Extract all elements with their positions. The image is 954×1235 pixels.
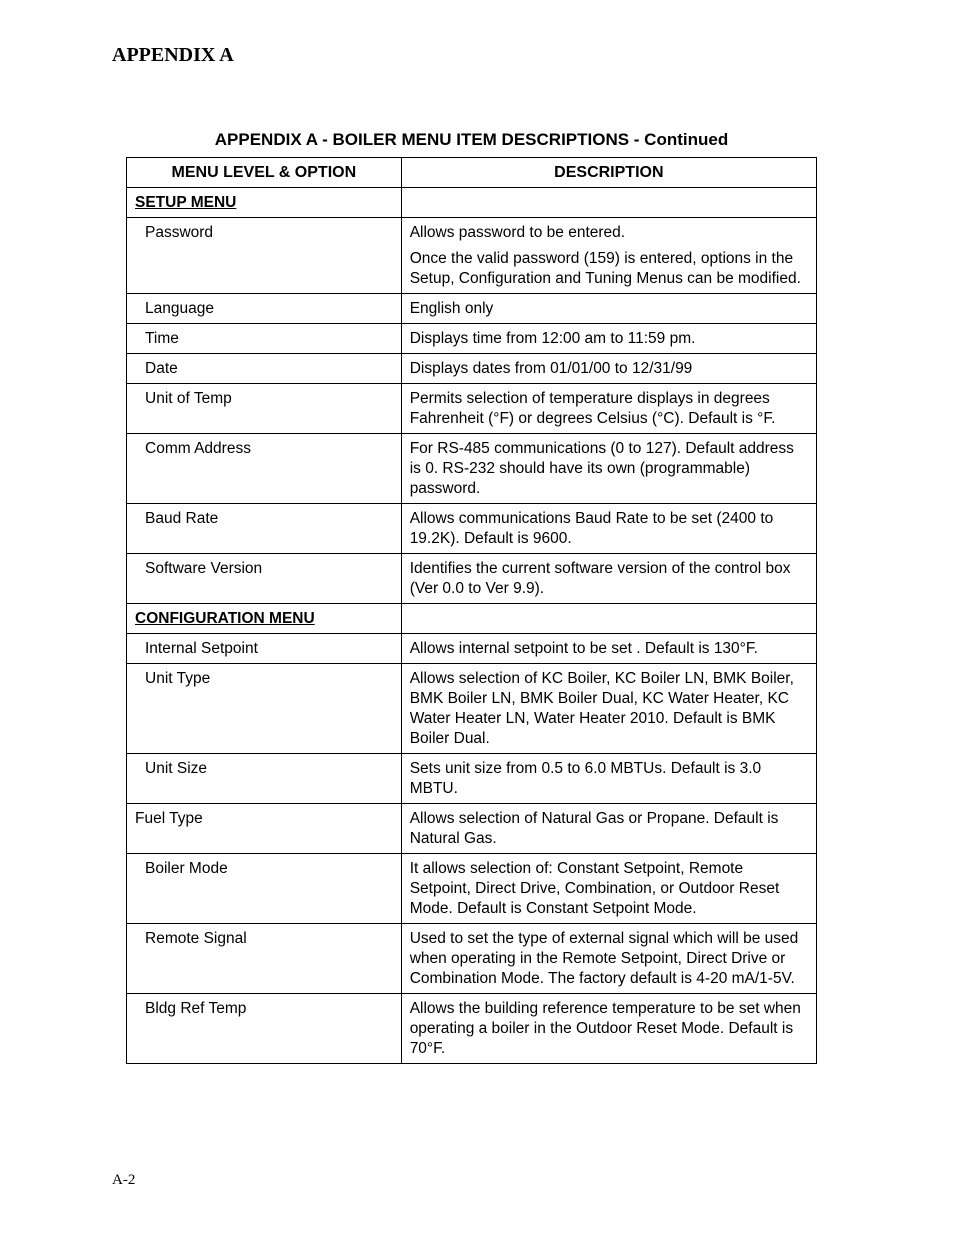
section-row-configuration — [127, 604, 817, 634]
menu-option: Language — [127, 294, 402, 324]
table-title: APPENDIX A - BOILER MENU ITEM DESCRIPTIONS - Continued — [214, 130, 729, 149]
section-title: SETUP MENU — [127, 188, 402, 218]
option-description — [401, 854, 816, 924]
menu-option: Unit Type — [127, 664, 402, 754]
option-description — [401, 664, 816, 754]
option-description — [401, 434, 816, 504]
section-title: CONFIGURATION MENU — [127, 604, 402, 634]
table-row — [127, 854, 817, 924]
table-row — [127, 294, 817, 324]
table-row — [127, 218, 817, 294]
description-text: Allows communications Baud Rate to be set (2400 to 19.2K). Default is 9600. — [409, 510, 774, 547]
description-text: Displays time from 12:00 am to 11:59 pm. — [409, 330, 696, 347]
menu-option: Password — [127, 218, 402, 294]
description-text: Displays dates from 01/01/00 to 12/31/99 — [409, 360, 693, 377]
menu-option: Fuel Type — [127, 804, 402, 854]
description-text: Sets unit size from 0.5 to 6.0 MBTUs. Default is 3.0 MBTU. — [409, 760, 762, 797]
table-row — [127, 504, 817, 554]
description-text: Used to set the type of external signal which will be used when operating in the Remote Setpoint, Direct Drive or Combination Mode. The factory default is 4-20 mA/1-5V. — [409, 930, 799, 987]
description-text: Identifies the current software version of the control box (Ver 0.0 to Ver 9.9). — [409, 560, 791, 597]
column-header-menu-level: MENU LEVEL & OPTION — [127, 158, 402, 188]
menu-option: Date — [127, 354, 402, 384]
menu-option: Bldg Ref Temp — [127, 994, 402, 1064]
table-header-row — [127, 158, 817, 188]
option-description — [401, 634, 816, 664]
table-row — [127, 664, 817, 754]
table-row — [127, 324, 817, 354]
table-row — [127, 434, 817, 504]
option-description — [401, 294, 816, 324]
description-text: Once the valid password (159) is entered, options in the Setup, Configuration and Tuning Menus can be modified. — [409, 250, 801, 287]
description-text: Allows password to be entered. — [409, 224, 626, 241]
table-row — [127, 924, 817, 994]
column-header-description: DESCRIPTION — [401, 158, 816, 188]
description-text: Allows selection of KC Boiler, KC Boiler LN, BMK Boiler, BMK Boiler LN, BMK Boiler Dual, KC Water Heater, KC Water Heater LN, Water Heater 2010. Default is BMK Boiler Dual. — [409, 670, 794, 747]
menu-option: Unit of Temp — [127, 384, 402, 434]
description-text: Allows internal setpoint to be set . Default is 130°F. — [409, 640, 758, 657]
option-description — [401, 804, 816, 854]
menu-option: Boiler Mode — [127, 854, 402, 924]
option-description — [401, 924, 816, 994]
description-text: English only — [409, 300, 494, 317]
option-description — [401, 324, 816, 354]
description-text: For RS-485 communications (0 to 127). Default address is 0. RS-232 should have its own (programmable) password. — [409, 440, 794, 497]
table-row — [127, 994, 817, 1064]
page-header: APPENDIX A — [112, 44, 234, 66]
menu-option: Software Version — [127, 554, 402, 604]
menu-option: Remote Signal — [127, 924, 402, 994]
menu-option: Unit Size — [127, 754, 402, 804]
description-text: Allows the building reference temperature to be set when operating a boiler in the Outdoor Reset Mode. Default is 70°F. — [409, 1000, 801, 1057]
option-description — [401, 754, 816, 804]
description-text: It allows selection of: Constant Setpoint, Remote Setpoint, Direct Drive, Combination, or Outdoor Reset Mode. Default is Constant Setpoint Mode. — [409, 860, 780, 917]
description-text: Allows selection of Natural Gas or Propane. Default is Natural Gas. — [409, 810, 779, 847]
page-number: A-2 — [112, 1172, 136, 1188]
table-row — [127, 754, 817, 804]
table-row — [127, 554, 817, 604]
menu-option: Internal Setpoint — [127, 634, 402, 664]
table-row — [127, 354, 817, 384]
menu-option: Comm Address — [127, 434, 402, 504]
menu-descriptions-table — [126, 157, 817, 1064]
menu-option: Time — [127, 324, 402, 354]
table-row — [127, 634, 817, 664]
option-description — [401, 384, 816, 434]
option-description — [401, 354, 816, 384]
table-row — [127, 384, 817, 434]
option-description — [401, 994, 816, 1064]
option-description — [401, 504, 816, 554]
section-row-setup — [127, 188, 817, 218]
option-description — [401, 218, 816, 294]
description-text: Permits selection of temperature displays in degrees Fahrenheit (°F) or degrees Celsius (°C). Default is °F. — [409, 390, 776, 427]
option-description — [401, 554, 816, 604]
menu-option: Baud Rate — [127, 504, 402, 554]
table-row — [127, 804, 817, 854]
